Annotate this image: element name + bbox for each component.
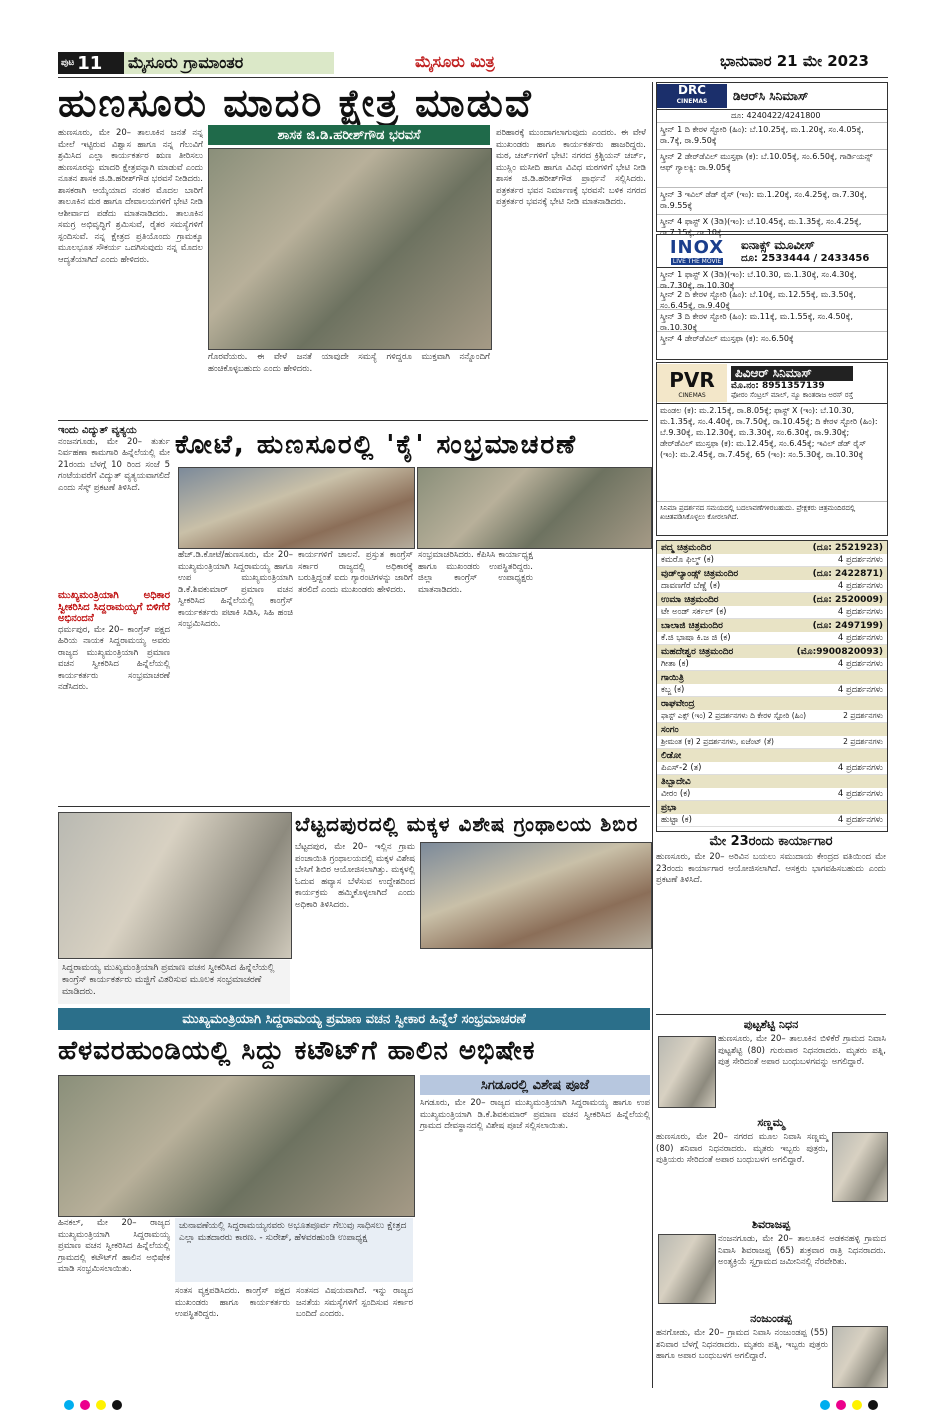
- milk-col2-text: ಸಂತಸ ವ್ಯಕ್ತಪಡಿಸಿದರು. ಕಾಂಗ್ರೆಸ್ ಪಕ್ಷದ ಮುಖಂಡರು ಹಾಗೂ ಕಾರ್ಯಕರ್ತರು ಉಪಸ್ಥಿತರಿದ್ದರು.: [175, 1286, 290, 1319]
- library-caption: ಸಿದ್ದರಾಮಯ್ಯ ಮುಖ್ಯಮಂತ್ರಿಯಾಗಿ ಪ್ರಮಾಣ ವಚನ ಸ್ವೀಕರಿಸಿದ ಹಿನ್ನೆಲೆಯಲ್ಲಿ ಕಾಂಗ್ರೆಸ್ ಕಾರ್ಯಕರ್ತರು ಮಜ್ಜಿಗೆ ವಿತರಿಸುವ ಮೂಲಕ ಸಂಭ್ರಮಾಚರಣೆ ಮಾಡಿದರು.: [58, 960, 290, 1004]
- obit-text-2: ಹುಣಸೂರು, ಮೇ 20– ನಗರದ ಮೂಲ ನಿವಾಸಿ ಸಣ್ಣಮ್ಮ (80) ಶನಿವಾರ ನಿಧನರಾದರು. ಮೃತರು ಇಬ್ಬರು ಪುತ್ರರು, ಪುತ್ರಿಯರು ಸೇರಿದಂತೆ ಅಪಾರ ಬಂಧುಬಳಗ ಅಗಲಿದ್ದಾರೆ.: [656, 1132, 828, 1165]
- theatre-head-8: [657, 723, 887, 736]
- pvr-note: ಸಿನಿಮಾ ಪ್ರದರ್ಶನದ ಸಮಯದಲ್ಲಿ ಬದಲಾವಣೆಗಳಿರಬಹುದು. ಪ್ರೇಕ್ಷಕರು ಚಿತ್ರಮಂದಿರದಲ್ಲಿ ಖಚಿತಪಡಿಸಿಕೊಳ್ಳಲು ಕೋರಲಾಗಿದೆ.: [660, 504, 856, 521]
- page-number-box: [58, 52, 124, 74]
- theatre-name-11: ಪ್ರಭಾ: [661, 802, 677, 813]
- dateline: ಭಾನುವಾರ 21 ಮೇ 2023: [720, 52, 869, 70]
- lead-column-2: [496, 128, 646, 453]
- right-column-divider: [652, 82, 653, 1388]
- theatre-name-7: ರಾಘವೇಂದ್ರ: [661, 698, 695, 709]
- theatre-name-1: ಪದ್ಮ ಚಿತ್ರಮಂದಿರ: [661, 542, 712, 553]
- obit-photo-4: [832, 1326, 888, 1388]
- theatre-head-9: [657, 749, 887, 762]
- reg-yellow-r: [852, 1400, 862, 1410]
- theatre-name-9: ಲಿಡೋ: [661, 750, 682, 761]
- lead-column-1: [58, 128, 203, 453]
- inox-logo-sub: LIVE THE MOVIE: [672, 258, 722, 265]
- theatre-shows-6: 4 ಪ್ರದರ್ಶನಗಳು: [837, 685, 883, 695]
- puja-headline: ಸಿಗಡೂರಲ್ಲಿ ವಿಶೇಷ ಪೂಜೆ: [420, 1075, 650, 1095]
- drc-row-1: ಸ್ಕ್ರೀನ್ 1 ದಿ ಕೇರಳ ಸ್ಟೋರಿ (ಹಿಂ): ಬೆ.10.25ಕ್ಕೆ, ಮ.1.20ಕ್ಕೆ, ಸಂ.4.05ಕ್ಕೆ, ರಾ.7ಕ್ಕೆ, ರಾ.9.50ಕ್ಕೆ: [657, 123, 887, 150]
- theatre-shows-2: 4 ಪ್ರದರ್ಶನಗಳು: [837, 581, 883, 591]
- page-number: 11: [77, 52, 103, 74]
- section-title: ಮೈಸೂರು ಗ್ರಾಮಾಂತರ: [124, 52, 334, 74]
- theatre-film-10: ವೀರಂ (ಕ): [661, 789, 691, 799]
- theatre-phone-2: (ದೂ: 2422871): [812, 568, 883, 579]
- obit-name-2: ಸಣ್ಣಮ್ಮ: [757, 1116, 785, 1129]
- kote-col2-text: ಕಾರ್ಯಗಳಿಗೆ ಚಾಲನೆ. ಪ್ರಸ್ತುತ ಕಾಂಗ್ರೆಸ್ ಸರ್ಕಾರ ರಾಜ್ಯದಲ್ಲಿ ಅಧಿಕಾರಕ್ಕೆ ಬರುತ್ತಿದ್ದಂತೆ ಐದು ಗ್ಯಾರಂಟಿಗಳನ್ನು ಜಾರಿಗೆ ತರಲಿದೆ ಎಂದು ಮುಖಂಡರು ಹೇಳಿದರು.: [298, 550, 413, 595]
- registration-marks-left: [64, 1400, 122, 1410]
- theatre-head-4: [657, 619, 887, 632]
- lead-headline: ಹುಣಸೂರು ಮಾದರಿ ಕ್ಷೇತ್ರ ಮಾಡುವೆ: [58, 81, 533, 125]
- kote-headline: ಕೋಟೆ, ಹುಣಸೂರಲ್ಲಿ 'ಕೈ' ಸಂಭ್ರಮಾಚರಣೆ: [175, 430, 578, 460]
- milk-column-2: [175, 1286, 290, 1383]
- header-rule: [58, 77, 888, 78]
- theatre-name-2: ವುಡ್‌ಲ್ಯಾಂಡ್ಸ್ ಚಿತ್ರಮಂದಿರ: [661, 568, 739, 579]
- registration-marks-right: [820, 1400, 878, 1410]
- lead-subhead: ಶಾಸಕ ಜಿ.ಡಿ.ಹರೀಶ್‌ಗೌಡ ಭರವಸೆ: [208, 125, 490, 145]
- theatre-phone-3: (ದೂ: 2520009): [812, 594, 883, 605]
- pvr-logo-sub: CINEMAS: [678, 391, 706, 399]
- inox-logo: [657, 236, 737, 266]
- drc-row-2: ಸ್ಕ್ರೀನ್ 2 ಡೇರ್‌ಡೆವಿಲ್ ಮುಸ್ತಫಾ (ಕ): ಬೆ.10.05ಕ್ಕೆ, ಸಂ.6.50ಕ್ಕೆ, ಗಾರ್ಡಿಯನ್ಸ್ ಆಫ್ ಗ್ಯಾಲಕ್ಸಿ: ರಾ.9.05ಕ್ಕೆ: [657, 150, 887, 188]
- theatre-shows-4: 4 ಪ್ರದರ್ಶನಗಳು: [837, 633, 883, 643]
- theatre-head-1: [657, 541, 887, 554]
- cm-greeting-story: [58, 590, 170, 805]
- pvr-phone: ಮೊ.ನಂ: 8951357139: [731, 381, 825, 391]
- theatre-film-3: ಟೇ ಅಂಡ್ ಸರ್ಕಲ್ (ಕ): [661, 607, 727, 617]
- reg-magenta: [80, 1400, 90, 1410]
- theatre-film-1: ಕಮರೊ ಫಿಲ್ಮ್ (ಕ): [661, 555, 714, 565]
- milk-photo: [58, 1075, 415, 1217]
- milk-col1-text: ಹಿನಕಲ್, ಮೇ 20– ರಾಜ್ಯದ ಮುಖ್ಯಮಂತ್ರಿಯಾಗಿ ಸಿದ್ದರಾಮಯ್ಯ ಪ್ರಮಾಣ ವಚನ ಸ್ವೀಕರಿಸಿದ ಹಿನ್ನೆಲೆಯಲ್ಲಿ ಗ್ರಾಮದಲ್ಲಿ ಕಟೌಟ್‌ಗೆ ಹಾಲಿನ ಅಭಿಷೇಕ ಮಾಡಿ ಸಂಭ್ರಮಿಸಲಾಯಿತು.: [58, 1218, 170, 1274]
- obit-photo-3: [658, 1234, 716, 1304]
- drc-row-3: ಸ್ಕ್ರೀನ್ 3 ಇವಿಲ್ ಡೆಡ್ ರೈಸ್ (ಇಂ): ಮ.1.20ಕ್ಕೆ, ಸಂ.4.25ಕ್ಕೆ, ರಾ.7.30ಕ್ಕೆ, ರಾ.9.55ಕ್ಕೆ: [657, 188, 887, 215]
- pvr-title: ಪಿವಿಆರ್ ಸಿನಿಮಾಸ್: [731, 366, 853, 381]
- celebration-ribbon: ಮುಖ್ಯಮಂತ್ರಿಯಾಗಿ ಸಿದ್ದರಾಮಯ್ಯ ಪ್ರಮಾಣ ವಚನ ಸ್ವೀಕಾರ ಹಿನ್ನೆಲೆ ಸಂಭ್ರಮಾಚರಣೆ: [58, 1008, 650, 1030]
- theatre-name-5: ಮಹದೇಶ್ವರ ಚಿತ್ರಮಂದಿರ: [661, 646, 734, 657]
- drc-cinema-box: [656, 82, 888, 237]
- lead-bottom-rule: [58, 420, 648, 421]
- theatre-row-2: [657, 580, 887, 593]
- page-label: ಪುಟ: [61, 58, 75, 68]
- theatre-phone-4: (ದೂ: 2497199): [812, 620, 883, 631]
- theatre-film-9: ಪಿಎಸ್-2 (ತ): [661, 763, 702, 773]
- reg-black-r: [868, 1400, 878, 1410]
- drc-row-4: ಸ್ಕ್ರೀನ್ 4 ಫಾಸ್ಟ್ X (3ಡಿ)(ಇಂ): ಬೆ.10.45ಕ್ಕೆ, ಮ.1.35ಕ್ಕೆ, ಸಂ.4.25ಕ್ಕೆ, ರಾ.7.15ಕ್ಕೆ, ರಾ.10ಕ್ಕೆ: [660, 217, 862, 237]
- theatre-head-7: [657, 697, 887, 710]
- obit-top-rule: [656, 1014, 886, 1015]
- pvr-logo-text: PVR: [669, 367, 715, 392]
- library-body: ಬೆಟ್ಟದಪುರ, ಮೇ 20– ಇಲ್ಲಿನ ಗ್ರಾಮ ಪಂಚಾಯಿತಿ ಗ್ರಂಥಾಲಯದಲ್ಲಿ ಮಕ್ಕಳ ವಿಶೇಷ ಬೇಸಿಗೆ ಶಿಬಿರ ಆಯೋಜಿಸಲಾಗಿತ್ತು. ಮಕ್ಕಳಲ್ಲಿ ಓದುವ ಹವ್ಯಾಸ ಬೆಳೆಸುವ ಉದ್ದೇಶದಿಂದ ಕಾರ್ಯಕ್ರಮ ಹಮ್ಮಿಕೊಳ್ಳಲಾಗಿದೆ ಎಂದು ಅಧಿಕಾರಿ ತಿಳಿಸಿದರು.: [295, 842, 415, 910]
- theatre-head-3: [657, 593, 887, 606]
- inox-cinema-box: [656, 234, 888, 360]
- lead-caption-text: ಗೊರವೆಯರು. ಈ ವೇಳೆ ಜನತೆ ಯಾವುದೇ ಸಮಸ್ಯೆ ಗಳಿದ್ದರೂ ಮುಕ್ತವಾಗಿ ನನ್ನೊಂದಿಗೆ ಹಂಚಿಕೊಳ್ಳಬಹುದು ಎಂದು ಹೇಳಿದರು.: [208, 352, 490, 374]
- cm-greeting-head: ಮುಖ್ಯಮಂತ್ರಿಯಾಗಿ ಅಧಿಕಾರ ಸ್ವೀಕರಿಸಿದ ಸಿದ್ದರಾಮಯ್ಯಗೆ ಬಿಳಿಗೆರೆ ಅಭಿನಂದನೆ: [58, 590, 170, 624]
- obit-text-4: ಹನಗೋಡು, ಮೇ 20– ಗ್ರಾಮದ ನಿವಾಸಿ ನಂಜುಂಡಪ್ಪ (55) ಶನಿವಾರ ಬೆಳಗ್ಗೆ ನಿಧನರಾದರು. ಮೃತರು ಪತ್ನಿ, ಇಬ್ಬರು ಪುತ್ರರು ಹಾಗೂ ಅಪಾರ ಬಂಧುಬಳಗ ಅಗಲಿದ್ದಾರೆ.: [656, 1328, 828, 1361]
- kote-column-3: [418, 550, 533, 805]
- drc-phone: ದೂ: 4240422/4241800: [657, 110, 887, 123]
- reg-cyan: [64, 1400, 74, 1410]
- theatre-film-4: ಕೆ.ಜಿ ಭಾಷಾ ಕಿ.ಜ ಜಿ (ಕ): [661, 633, 731, 643]
- theatre-name-4: ಬಾಲಾಜಿ ಚಿತ್ರಮಂದಿರ: [661, 620, 723, 631]
- theatre-name-3: ಉಮಾ ಚಿತ್ರಮಂದಿರ: [661, 594, 719, 605]
- workshop-body: ಹುಣಸೂರು, ಮೇ 20– ಅರಿವಿನ ಬಯಲು ಸಮುದಾಯ ಕೇಂದ್ರದ ವತಿಯಿಂದ ಮೇ 23ರಂದು ಕಾರ್ಯಾಗಾರ ಆಯೋಜಿಸಲಾಗಿದೆ. ಆಸಕ್ತರು ಭಾಗವಹಿಸಬಹುದು ಎಂದು ಪ್ರಕಟಣೆ ತಿಳಿಸಿದೆ.: [656, 852, 886, 885]
- obit-name-4: ನಂಜುಂಡಪ್ಪ: [750, 1312, 792, 1325]
- theatre-row-5: [657, 658, 887, 671]
- milk-column-3: [296, 1286, 413, 1383]
- power-cut-head: ಇಂದು ವಿದ್ಯುತ್ ವ್ಯತ್ಯಯ: [58, 425, 137, 436]
- lead-col2-text: ಪರಿಹಾರಕ್ಕೆ ಮುಂದಾಗಲಾಗುವುದು ಎಂದರು. ಈ ವೇಳೆ ಮುಖಂಡರು ಹಾಗೂ ಕಾರ್ಯಕರ್ತರು ಹಾಜರಿದ್ದರು. ಮಠ, ಚರ್ಚ್‌ಗಳಿಗೆ ಭೇಟಿ: ನಗರದ ಕ್ರಿಶ್ಚಿಯನ್ ಚರ್ಚ್, ಮುಸ್ಲಿಂ ಮಸೀದಿ ಹಾಗೂ ವಿವಿಧ ಮಠಗಳಿಗೆ ಭೇಟಿ ನೀಡಿ ಶಾಸಕ ಜಿ.ಡಿ.ಹರೀಶ್‌ಗೌಡ ಪ್ರಾರ್ಥನೆ ಸಲ್ಲಿಸಿದರು. ಪತ್ರಕರ್ತರ ಭವನ ನಿರ್ಮಾಣಕ್ಕೆ ಭರವಸೆ: ಬಳಿಕ ನಗರದ ಪತ್ರಕರ್ತರ ಭವನಕ್ಕೆ ಭೇಟಿ ನೀಡಿ ಮಾತನಾಡಿದರು.: [496, 128, 646, 207]
- pvr-logo: [657, 364, 727, 402]
- obit-text-1: ಹುಣಸೂರು, ಮೇ 20– ತಾಲೂಕಿನ ಬಿಳಿಕೆರೆ ಗ್ರಾಮದ ನಿವಾಸಿ ಪುಟ್ಟಶೆಟ್ಟಿ (80) ಗುರುವಾರ ನಿಧನರಾದರು. ಮೃತರು ಪತ್ನಿ, ಪುತ್ರ ಸೇರಿದಂತೆ ಅಪಾರ ಬಂಧುಬಳಗವನ್ನು ಅಗಲಿದ್ದಾರೆ.: [718, 1034, 886, 1067]
- theatre-row-4: [657, 632, 887, 645]
- obit-name-3: ಶಿವರಾಜಪ್ಪ: [751, 1218, 791, 1231]
- kote-col1-text: ಹೆಚ್.ಡಿ.ಕೋಟೆ/ಹುಣಸೂರು, ಮೇ 20– ಮುಖ್ಯಮಂತ್ರಿಯಾಗಿ ಸಿದ್ದರಾಮಯ್ಯ ಹಾಗೂ ಉಪ ಮುಖ್ಯಮಂತ್ರಿಯಾಗಿ ಡಿ.ಕೆ.ಶಿವಕುಮಾರ್ ಪ್ರಮಾಣ ವಚನ ಸ್ವೀಕರಿಸಿದ ಹಿನ್ನೆಲೆಯಲ್ಲಿ ಕಾಂಗ್ರೆಸ್ ಕಾರ್ಯಕರ್ತರು ಪಟಾಕಿ ಸಿಡಿಸಿ, ಸಿಹಿ ಹಂಚಿ ಸಂಭ್ರಮಿಸಿದರು.: [178, 550, 293, 629]
- inox-row-1: ಸ್ಕ್ರೀನ್ 1 ಫಾಸ್ಟ್ X (3ಡಿ)(ಇಂ): ಬೆ.10.30, ಮ.1.30ಕ್ಕೆ, ಸಂ.4.30ಕ್ಕೆ, ರಾ.7.30ಕ್ಕೆ, ರಾ.10.30ಕ್ಕೆ: [657, 268, 887, 288]
- masthead: ಮೈಸೂರು ಮಿತ್ರ: [415, 52, 495, 71]
- theatre-head-10: [657, 775, 887, 788]
- reg-magenta-r: [836, 1400, 846, 1410]
- reg-black: [112, 1400, 122, 1410]
- theatre-shows-8: 2 ಪ್ರದರ್ಶನಗಳು: [843, 737, 883, 746]
- pvr-address: ಫೋರಂ ಸೆಂಟ್ರಲ್ ಮಾಲ್, ನ್ಯೂ ಕಾಂತರಾಜ ಅರಸ್ ರಸ್ತೆ: [731, 391, 854, 399]
- milk-col3-text: ಸಂತಸದ ವಿಷಯವಾಗಿದೆ. ಇನ್ನು ರಾಜ್ಯದ ಜನತೆಯ ಸಮಸ್ಯೆಗಳಿಗೆ ಸ್ಪಂದಿಸುವ ಸರ್ಕಾರ ಬಂದಿದೆ ಎಂದರು.: [296, 1286, 413, 1319]
- theatre-shows-7: 2 ಪ್ರದರ್ಶನಗಳು: [843, 711, 883, 720]
- obit-text-3: ನಂಜನಗೂಡು, ಮೇ 20– ತಾಲೂಕಿನ ಅಡಕನಹಳ್ಳಿ ಗ್ರಾಮದ ನಿವಾಸಿ ಶಿವರಾಜಪ್ಪ (65) ಶುಕ್ರವಾರ ರಾತ್ರಿ ನಿಧನರಾದರು. ಅಂತ್ಯಕ್ರಿಯೆ ಸ್ವಗ್ರಾಮದ ಜಮೀನಿನಲ್ಲಿ ನೆರವೇರಿತು.: [718, 1234, 886, 1267]
- theatre-shows-11: 4 ಪ್ರದರ್ಶನಗಳು: [837, 815, 883, 825]
- drc-title: ಡಿಆರ್‌ಸಿ ಸಿನಿಮಾಸ್: [733, 88, 809, 103]
- library-photo: [58, 812, 292, 959]
- library-column-1: [295, 842, 415, 1002]
- theatre-film-5: ಗೀತಾ (ಕ): [661, 659, 689, 669]
- theatre-row-10: [657, 788, 887, 801]
- inox-row-2: ಸ್ಕ್ರೀನ್ 2 ದಿ ಕೇರಳ ಸ್ಟೋರಿ (ಹಿಂ): ಬೆ.10ಕ್ಕೆ, ಮ.12.55ಕ್ಕೆ, ಮ.3.50ಕ್ಕೆ, ಸಂ.6.45ಕ್ಕೆ, ರಾ.9.40ಕ್ಕೆ: [657, 288, 887, 310]
- theatre-shows-5: 4 ಪ್ರದರ್ಶನಗಳು: [837, 659, 883, 669]
- obit-body-3: [718, 1234, 886, 1310]
- kote-column-1: [178, 550, 293, 805]
- power-cut-body: ನಂಜನಗೂಡು, ಮೇ 20– ತುರ್ತು ನಿರ್ವಹಣಾ ಕಾಮಗಾರಿ ಹಿನ್ನೆಲೆಯಲ್ಲಿ ಮೇ 21ರಂದು ಬೆಳಗ್ಗೆ 10 ರಿಂದ ಸಂಜೆ 5 ಗಂಟೆಯವರೆಗೆ ವಿದ್ಯುತ್ ವ್ಯತ್ಯಯವಾಗಲಿದೆ ಎಂದು ಸೆಸ್ಕ್ ಪ್ರಕಟಣೆ ತಿಳಿಸಿದೆ.: [58, 436, 170, 493]
- cm-greeting-body: ಧರ್ಮಪುರ, ಮೇ 20– ಕಾಂಗ್ರೆಸ್ ಪಕ್ಷದ ಹಿರಿಯ ನಾಯಕ ಸಿದ್ದರಾಮಯ್ಯ ಅವರು ರಾಜ್ಯದ ಮುಖ್ಯಮಂತ್ರಿಯಾಗಿ ಪ್ರಮಾಣ ವಚನ ಸ್ವೀಕರಿಸಿದ ಹಿನ್ನೆಲೆಯಲ್ಲಿ ಕಾರ್ಯಕರ್ತರು ಸಂಭ್ರಮಾಚರಣೆ ನಡೆಸಿದರು.: [58, 624, 170, 692]
- theatre-phone-1: (ದೂ: 2521923): [812, 542, 883, 553]
- puja-story: [420, 1098, 650, 1186]
- pvr-showtimes: ಮಂಡಲ (ಕ): ಮ.2.15ಕ್ಕೆ, ರಾ.8.05ಕ್ಕೆ; ಫಾಸ್ಟ್ X (ಇಂ): ಬೆ.10.30, ಮ.1.35ಕ್ಕೆ, ಸಂ.4.40ಕ್ಕೆ, ರಾ.7.50ಕ್ಕೆ, ರಾ.10.45ಕ್ಕೆ; ದಿ ಕೇರಳ ಸ್ಟೋರಿ (ಹಿಂ): ಬೆ.9.30ಕ್ಕೆ, ಮ.12.30ಕ್ಕೆ, ಮ.3.30ಕ್ಕೆ, ಸಂ.6.30ಕ್ಕೆ, ರಾ.9.30ಕ್ಕೆ; ಡೇರ್‌ಡೆವಿಲ್ ಮುಸ್ತಫಾ (ಕ): ಮ.12.45ಕ್ಕೆ, ಸಂ.6.45ಕ್ಕೆ; ಇವಿಲ್ ಡೆಡ್ ರೈಸ್ (ಇಂ): ಮ.2.45ಕ್ಕೆ, ರಾ.7.45ಕ್ಕೆ, 65 (ಇಂ): ಸಂ.5.30ಕ್ಕೆ, ರಾ.10.30ಕ್ಕೆ: [657, 404, 887, 502]
- inox-title: ಐನಾಕ್ಸ್ ಮೂವೀಸ್: [741, 238, 815, 252]
- inox-logo-text: INOX: [669, 237, 725, 258]
- theatre-name-6: ಗಾಯಿತ್ರಿ: [661, 672, 684, 683]
- drc-logo-sub: CINEMAS: [676, 98, 708, 105]
- theatre-shows-10: 4 ಪ್ರದರ್ಶನಗಳು: [837, 789, 883, 799]
- theatre-row-7: [657, 710, 887, 723]
- theatre-listing: [656, 540, 888, 832]
- obit-body-4: [656, 1328, 828, 1388]
- theatre-phone-5: (ಮೊ:9900820093): [796, 646, 883, 657]
- lead-col1-text: ಹುಣಸೂರು, ಮೇ 20– ತಾಲೂಕಿನ ಜನತೆ ನನ್ನ ಮೇಲೆ ಇಟ್ಟಿರುವ ವಿಶ್ವಾಸ ಹಾಗೂ ನನ್ನ ಗೆಲುವಿಗೆ ಶ್ರಮಿಸಿದ ಎಲ್ಲಾ ಕಾರ್ಯಕರ್ತರ ಋಣ ತೀರಿಸಲು ಹುಣಸೂರನ್ನು ಮಾದರಿ ಕ್ಷೇತ್ರವನ್ನಾಗಿ ಮಾಡುವೆ ಎಂದು ನೂತನ ಶಾಸಕ ಜಿ.ಡಿ.ಹರೀಶ್‌ಗೌಡ ಭರವಸೆ ನೀಡಿದರು. ಶಾಸಕರಾಗಿ ಆಯ್ಕೆಯಾದ ನಂತರ ಮೊದಲ ಬಾರಿಗೆ ತಾಲೂಕಿನ ಮಠ ಹಾಗೂ ದೇವಾಲಯಗಳಿಗೆ ಭೇಟಿ ನೀಡಿ ಆಶೀರ್ವಾದ ಪಡೆದು ಮಾತನಾಡಿದರು. ತಾಲೂಕಿನ ಸಮಗ್ರ ಅಭಿವೃದ್ಧಿಗೆ ಶ್ರಮಿಸುವೆ, ರೈತರ ಸಮಸ್ಯೆಗಳಿಗೆ ಸ್ಪಂದಿಸುವೆ. ನನ್ನ ಕ್ಷೇತ್ರದ ಪ್ರತಿಯೊಂದು ಗ್ರಾಮಕ್ಕೂ ಮೂಲಭೂತ ಸೌಕರ್ಯ ಒದಗಿಸುವುದು ನನ್ನ ಮೊದಲ ಆದ್ಯತೆಯಾಗಿದೆ ಎಂದು ಹೇಳಿದರು.: [58, 128, 203, 265]
- kote-photo-right: [417, 467, 652, 549]
- obit-name-1: ಪುಟ್ಟಶೆಟ್ಟಿ ನಿಧನ: [743, 1018, 799, 1031]
- pvr-cinema-box: [656, 362, 888, 536]
- theatre-film-11: ಹುಟ್ಟಾ (ಕ): [661, 815, 692, 825]
- library-photo-right: [420, 842, 652, 949]
- puja-body: ಸಿಗಡೂರು, ಮೇ 20– ರಾಜ್ಯದ ಮುಖ್ಯಮಂತ್ರಿಯಾಗಿ ಸಿದ್ದರಾಮಯ್ಯ ಹಾಗೂ ಉಪ ಮುಖ್ಯಮಂತ್ರಿಯಾಗಿ ಡಿ.ಕೆ.ಶಿವಕುಮಾರ್ ಪ್ರಮಾಣ ವಚನ ಸ್ವೀಕರಿಸಿದ ಹಿನ್ನೆಲೆಯಲ್ಲಿ ಗ್ರಾಮದ ದೇವಸ್ಥಾನದಲ್ಲಿ ವಿಶೇಷ ಪೂಜೆ ಸಲ್ಲಿಸಲಾಯಿತು.: [420, 1098, 650, 1131]
- milk-quote-box: ಚುನಾವಣೆಯಲ್ಲಿ ಸಿದ್ದರಾಮಯ್ಯನವರು ಅಭೂತಪೂರ್ವ ಗೆಲುವು ಸಾಧಿಸಲು ಕ್ಷೇತ್ರದ ಎಲ್ಲಾ ಮತದಾರರು ಕಾರಣ. - ಸುರೇಶ್, ಹೆಳವರಹುಂಡಿ ಉಪಾಧ್ಯಕ್ಷ: [175, 1218, 413, 1282]
- theatre-film-8: ಶ್ರೀಮಂತ (ಕ) 2 ಪ್ರದರ್ಶನಗಳು, ಏಜೆಂಟ್ (ತೆ): [661, 737, 774, 746]
- theatre-head-5: [657, 645, 887, 658]
- kote-col3-text: ಸಂಭ್ರಮಾಚರಿಸಿದರು. ಕೆಪಿಸಿಸಿ ಕಾರ್ಯಾಧ್ಯಕ್ಷ ಹಾಗೂ ಮುಖಂಡರು ಉಪಸ್ಥಿತರಿದ್ದರು. ಜಿಲ್ಲಾ ಕಾಂಗ್ರೆಸ್ ಉಪಾಧ್ಯಕ್ಷರು ಮಾತನಾಡಿದರು.: [418, 550, 533, 595]
- milk-headline: ಹೆಳವರಹುಂಡಿಯಲ್ಲಿ ಸಿದ್ದು ಕಟೌಟ್‌ಗೆ ಹಾಲಿನ ಅಭಿಷೇಕ: [58, 1036, 536, 1066]
- obit-photo-1: [658, 1036, 716, 1108]
- theatre-film-2: ದಾವಣಗೆರೆ ಬೆಣ್ಣೆ (ಕ): [661, 581, 721, 591]
- theatre-name-8: ಸಂಗಂ: [661, 724, 679, 735]
- drc-logo: [657, 84, 727, 108]
- inox-row-3: ಸ್ಕ್ರೀನ್ 3 ದಿ ಕೇರಳ ಸ್ಟೋರಿ (ಹಿಂ): ಮ.11ಕ್ಕೆ, ಮ.1.55ಕ್ಕೆ, ಸಂ.4.50ಕ್ಕೆ, ರಾ.10.30ಕ್ಕೆ: [657, 310, 887, 332]
- theatre-row-11: [657, 814, 887, 827]
- library-headline: ಬೆಟ್ಟದಪುರದಲ್ಲಿ ಮಕ್ಕಳ ವಿಶೇಷ ಗ್ರಂಥಾಲಯ ಶಿಬಿರ: [295, 812, 639, 836]
- kote-column-4: [538, 550, 650, 805]
- theatre-head-6: [657, 671, 887, 684]
- obit-photo-2: [832, 1132, 888, 1202]
- library-column-2: [420, 950, 650, 1002]
- theatre-film-6: ಕಬ್ಜ (ಕ): [661, 685, 685, 695]
- inox-phone: ದೂ: 2533444 / 2433456: [741, 253, 870, 264]
- milk-column-4: [420, 1190, 650, 1383]
- reg-yellow: [96, 1400, 106, 1410]
- reg-cyan-r: [820, 1400, 830, 1410]
- kote-bottom-rule: [58, 806, 650, 807]
- theatre-name-10: ತಿಬ್ಬಾದೇವಿ: [661, 776, 691, 787]
- theatre-shows-1: 4 ಪ್ರದರ್ಶನಗಳು: [837, 555, 883, 565]
- workshop-headline: ಮೇ 23ರಂದು ಕಾರ್ಯಾಗಾರ: [709, 834, 833, 849]
- kote-photo-left: [178, 467, 415, 549]
- theatre-row-1: [657, 554, 887, 567]
- workshop-story: [656, 852, 886, 1012]
- theatre-row-6: [657, 684, 887, 697]
- obit-body-1: [718, 1034, 886, 1114]
- kote-column-2: [298, 550, 413, 805]
- theatre-row-3: [657, 606, 887, 619]
- obit-body-2: [656, 1132, 828, 1216]
- inox-row-4: ಸ್ಕ್ರೀನ್ 4 ಡೇರ್‌ಡೆವಿಲ್ ಮುಸ್ತಫಾ (ಕ): ಸಂ.6.50ಕ್ಕೆ: [660, 334, 794, 343]
- theatre-film-7: ಫಾಸ್ಟ್ ಎಕ್ಸ್ (ಇಂ) 2 ಪ್ರದರ್ಶನಗಳು ದಿ ಕೇರಳ ಸ್ಟೋರಿ (ಹಿಂ): [661, 711, 807, 720]
- theatre-shows-3: 4 ಪ್ರದರ್ಶನಗಳು: [837, 607, 883, 617]
- lead-photo: [208, 148, 492, 350]
- theatre-row-9: [657, 762, 887, 775]
- milk-column-1: [58, 1218, 170, 1383]
- theatre-head-2: [657, 567, 887, 580]
- theatre-head-11: [657, 801, 887, 814]
- theatre-shows-9: 4 ಪ್ರದರ್ಶನಗಳು: [837, 763, 883, 773]
- theatre-row-8: [657, 736, 887, 749]
- drc-logo-text: DRC: [677, 83, 706, 97]
